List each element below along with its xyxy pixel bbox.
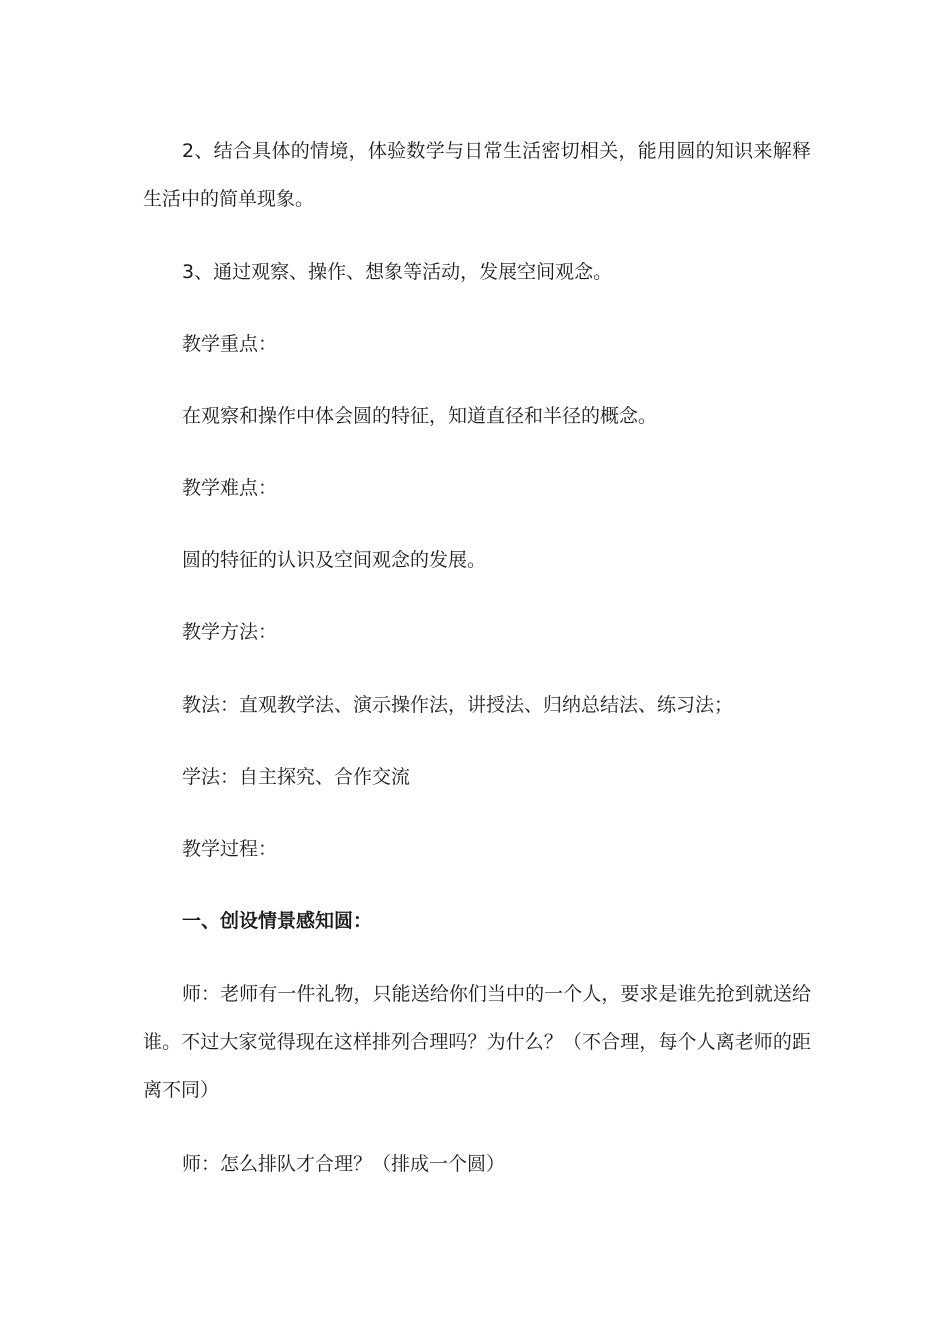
teaching-focus-heading: 教学重点： (182, 333, 278, 355)
teaching-difficulty-heading: 教学难点： (182, 477, 278, 499)
teaching-process-heading: 教学过程： (182, 838, 278, 860)
teaching-focus-text: 在观察和操作中体会圆的特征，知道直径和半径的概念。 (182, 405, 658, 427)
teaching-methods-heading: 教学方法： (182, 621, 278, 643)
objective-3-paragraph: 3、通过观察、操作、想象等活动，发展空间观念。 (182, 261, 613, 283)
teacher-dialogue-1: 师：老师有一件礼物，只能送给你们当中的一个人，要求是谁先抢到就送给谁。不过大家觉得现在这样排列合理吗？为什么？（不合理，每个人离老师的距离不同） (143, 983, 811, 1101)
teacher-dialogue-2: 师：怎么排队才合理？（排成一个圆） (182, 1153, 506, 1175)
teaching-method-text: 教法：直观教学法、演示操作法，讲授法、归纳总结法、练习法； (182, 694, 734, 716)
learning-method-text: 学法：自主探究、合作交流 (182, 766, 411, 788)
objective-2-paragraph: 2、结合具体的情境，体验数学与日常生活密切相关，能用圆的知识来解释生活中的简单现象。 (143, 140, 811, 210)
section-1-heading: 一、创设情景感知圆： (182, 910, 373, 932)
teaching-difficulty-text: 圆的特征的认识及空间观念的发展。 (182, 549, 487, 571)
